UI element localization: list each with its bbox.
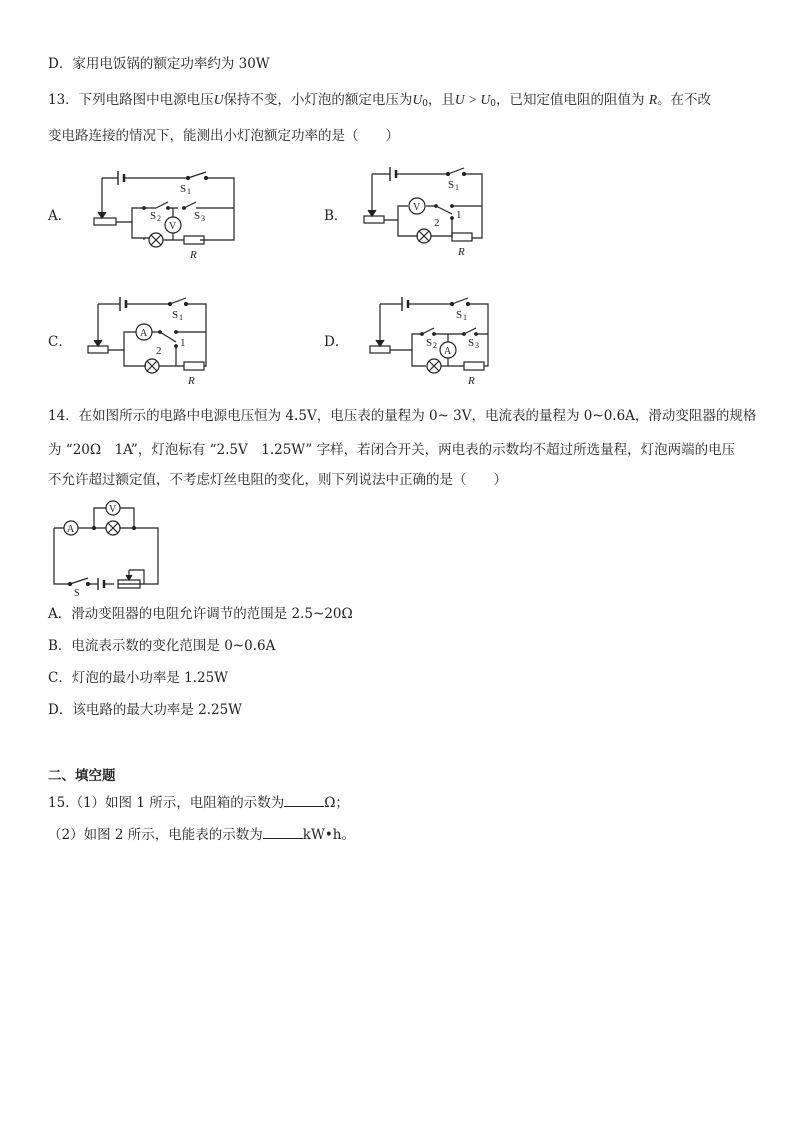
- q14-stem-line3: 不允许超过额定值，不考虑灯丝电阻的变化，则下列说法中正确的是（ ）: [48, 472, 507, 488]
- q13b-pos2: 2: [434, 217, 440, 229]
- q13-stem-line1: [48, 90, 711, 114]
- q13-stem-part1: 13．下列电路图中电源电压: [48, 92, 214, 108]
- q15-part1: [48, 792, 349, 813]
- q13-option-c-label: C．: [48, 334, 72, 350]
- q13a-label-s3-sub: 3: [201, 214, 205, 223]
- q13b-label-s1: S: [448, 179, 455, 191]
- q13b-voltmeter: V: [413, 202, 421, 213]
- q13-stem-part2: 保持不变，小灯泡的额定电压为: [223, 92, 413, 108]
- q13d-label-r: R: [468, 375, 475, 387]
- q14-option-c: C．灯泡的最小功率是 1.25W: [48, 670, 229, 686]
- q13a-label-s1-sub: 1: [187, 187, 191, 196]
- q13d-label-s2-sub: 2: [433, 341, 437, 350]
- q13-stem-line2: 变电路连接的情况下，能测出小灯泡额定功率的是（ ）: [48, 128, 399, 144]
- q13d-ammeter: A: [444, 346, 452, 357]
- q13b-pos1: 1: [456, 209, 462, 221]
- q13-var-u: U: [213, 92, 224, 107]
- q13-option-a-label: A．: [48, 208, 72, 224]
- q13-option-b-label: B．: [324, 208, 348, 224]
- q14-stem-line1: 14．在如图所示的电路中电源电压恒为 4.5V，电压表的量程为 0~ 3V，电流表的量程为 0~0.6A，滑动变阻器的规格: [48, 408, 757, 424]
- q13-circuit-a: [88, 166, 248, 266]
- q14-label-s: S: [74, 588, 80, 596]
- q13-sub0: 0: [422, 99, 428, 109]
- q13d-label-s3: S: [468, 337, 475, 349]
- q13c-pos1: 1: [180, 337, 186, 349]
- q14-voltmeter: V: [109, 504, 117, 515]
- q13c-ammeter: A: [140, 328, 148, 339]
- q13-cond-sub: 0: [490, 99, 497, 109]
- q15-part2: [48, 824, 355, 845]
- q15-part2-pre: （2）如图 2 所示，电能表的示数为: [48, 827, 263, 843]
- q14-option-b: B．电流表示数的变化范围是 0~0.6A: [48, 638, 276, 654]
- q15-part2-post: kW•h。: [302, 827, 355, 843]
- q13-circuit-c: [86, 290, 216, 390]
- q13c-label-r: R: [188, 375, 195, 387]
- q13c-label-s1: S: [172, 309, 179, 321]
- q13c-label-s1-sub: 1: [179, 313, 183, 322]
- q15-part1-pre: 15.（1）如图 1 所示，电阻箱的示数为: [48, 795, 285, 811]
- q13-stem-part4: ，已知定值电阻的阻值为: [496, 92, 645, 108]
- q13-stem-part5: 。在不改: [657, 92, 712, 108]
- q15-blank-2[interactable]: [263, 824, 303, 839]
- q13-stem-part3: ，且: [427, 92, 455, 108]
- q14-ammeter: A: [67, 524, 75, 535]
- q15-blank-1[interactable]: [284, 792, 324, 807]
- q13d-label-s1-sub: 1: [463, 313, 467, 322]
- q13-circuit-d: [368, 290, 498, 390]
- q13c-pos2: 2: [156, 345, 162, 357]
- q13-condition: U > U: [454, 92, 491, 107]
- q13a-label-s3: S: [194, 210, 201, 222]
- q13-circuit-b: [360, 160, 500, 260]
- q13a-label-s2: S: [150, 210, 157, 222]
- q14-option-a: A．滑动变阻器的电阻允许调节的范围是 2.5~20Ω: [48, 606, 353, 622]
- q13-var-u0: U: [412, 92, 423, 107]
- q13b-label-r: R: [458, 246, 465, 258]
- q13a-label-r: R: [190, 249, 197, 261]
- q14-stem-line2: 为 “20Ω 1A”，灯泡标有 “2.5V 1.25W” 字样，若闭合开关，两电表的示数均不超过所选量程，灯泡两端的电压: [48, 442, 736, 458]
- q13a-label-s1: S: [180, 183, 187, 195]
- q13a-label-s2-sub: 2: [157, 214, 161, 223]
- q15-part1-post: Ω；: [324, 795, 349, 811]
- q13b-label-s1-sub: 1: [455, 183, 459, 192]
- q13-var-r: R: [648, 92, 658, 107]
- q14-circuit: [48, 492, 168, 596]
- q12-option-d: D．家用电饭锅的额定功率约为 30W: [48, 56, 270, 72]
- q13d-label-s3-sub: 3: [475, 341, 479, 350]
- q13a-voltmeter: V: [169, 221, 177, 232]
- q13d-label-s2: S: [426, 337, 433, 349]
- q14-option-d: D．该电路的最大功率是 2.25W: [48, 702, 243, 718]
- section-heading: 二、填空题: [48, 768, 116, 784]
- q13-option-d-label: D．: [324, 334, 349, 350]
- q13d-label-s1: S: [456, 309, 463, 321]
